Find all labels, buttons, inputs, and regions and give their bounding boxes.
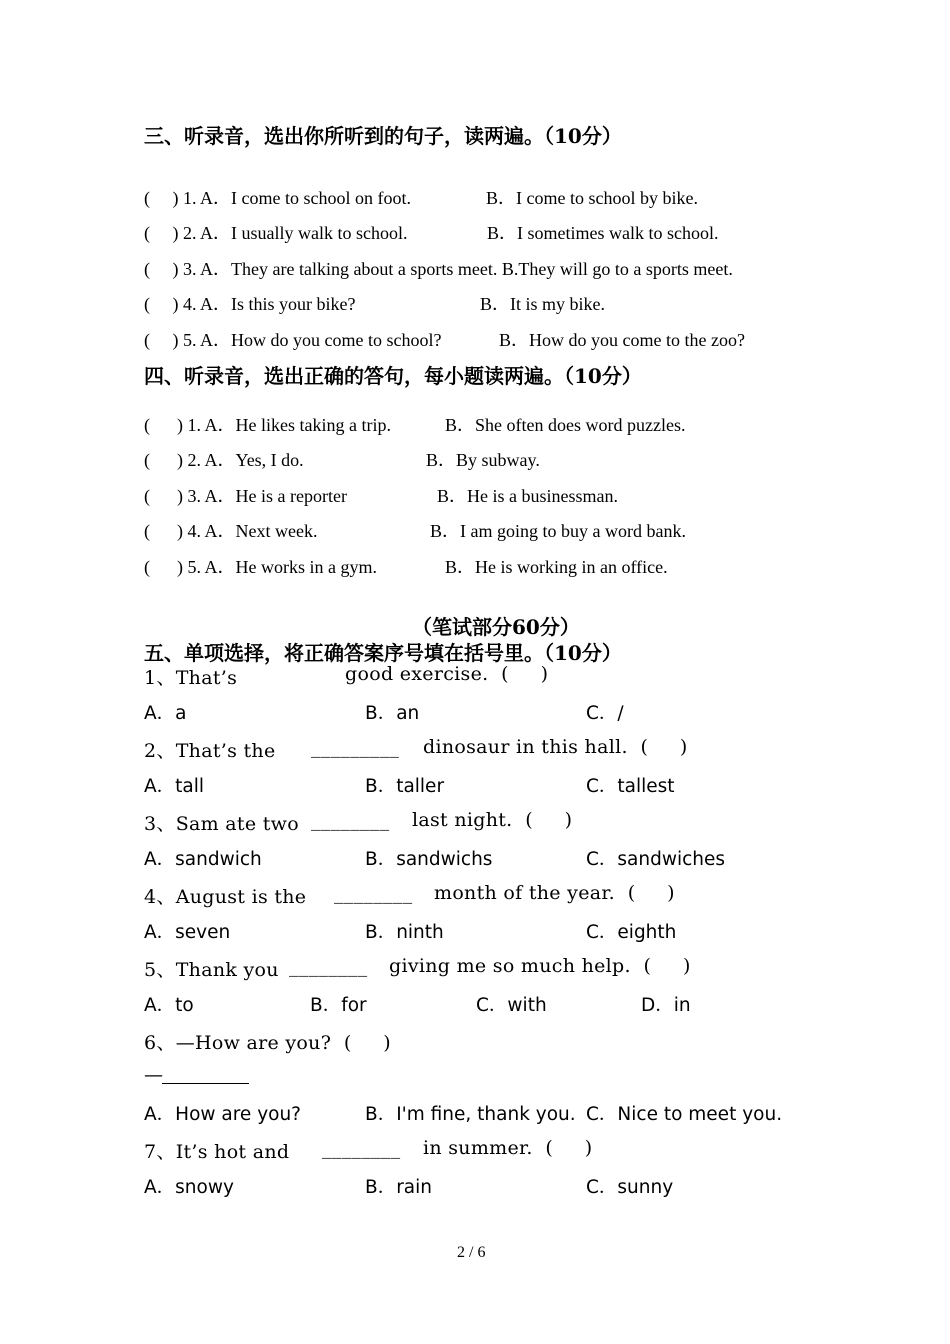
s3-item-1-b: B．I come to school by bike. (486, 188, 698, 208)
q1-stem-post: good exercise. ( ) (345, 663, 549, 685)
s3-item-1-a: ( ) 1. A．I come to school on foot. (144, 188, 411, 208)
q1-option-a: A．a (144, 703, 187, 724)
s3-item-2-a: ( ) 2. A．I usually walk to school. (144, 223, 408, 243)
s3-item-5-b: B．How do you come to the zoo? (499, 330, 745, 350)
q5-option-b: B．for (310, 995, 367, 1016)
q1-option-c: C．/ (586, 703, 624, 724)
q7-option-c: C．sunny (586, 1177, 674, 1198)
q6-answer-line (162, 1083, 249, 1084)
q1-option-b: B．an (365, 703, 420, 724)
q2-option-a: A．tall (144, 776, 205, 797)
s3-item-2-b: B．I sometimes walk to school. (487, 223, 719, 243)
s3-item-4-a: ( ) 4. A．Is this your bike? (144, 294, 356, 314)
s3-item-3: ( ) 3. A．They are talking about a sports meet. B.They will go to a sports meet. (144, 259, 733, 279)
q5-stem-post: giving me so much help. ( ) (389, 955, 691, 977)
q7-stem-post: in summer. ( ) (423, 1137, 593, 1159)
s4-item-5-a: ( ) 5. A．He works in a gym. (144, 557, 377, 577)
s4-item-4-b: B．I am going to buy a word bank. (430, 521, 686, 541)
q6-option-c: C．Nice to meet you. (586, 1104, 783, 1125)
s3-item-5-a: ( ) 5. A．How do you come to school? (144, 330, 442, 350)
q2-blank: _________ (311, 736, 400, 758)
q3-option-c: C．sandwiches (586, 849, 726, 870)
q4-stem-post: month of the year. ( ) (434, 882, 675, 904)
s4-item-2-b: B．By subway. (426, 450, 540, 470)
section4-title: 四、听录音，选出正确的答句，每小题读两遍。（10分） (144, 364, 642, 388)
q7-option-b: B．rain (365, 1177, 432, 1198)
q5-option-a: A．to (144, 995, 194, 1016)
q7-blank: ________ (322, 1137, 401, 1159)
s4-item-1-b: B．She often does word puzzles. (445, 415, 686, 435)
q4-option-c: C．eighth (586, 922, 677, 943)
q4-option-b: B．ninth (365, 922, 444, 943)
q5-option-d: D．in (641, 995, 691, 1016)
q3-stem-post: last night. ( ) (412, 809, 573, 831)
q5-blank: ________ (289, 955, 368, 977)
q1-stem-pre: 1、That’s (144, 667, 238, 689)
q2-stem-post: dinosaur in this hall. ( ) (423, 736, 688, 758)
q3-option-a: A．sandwich (144, 849, 262, 870)
q6-option-b: B．I'm fine, thank you. (365, 1104, 576, 1125)
q4-blank: ________ (334, 882, 413, 904)
q4-stem-pre: 4、August is the (144, 886, 307, 908)
s4-item-1-a: ( ) 1. A．He likes taking a trip. (144, 415, 391, 435)
q7-option-a: A．snowy (144, 1177, 234, 1198)
q2-option-b: B．taller (365, 776, 445, 797)
q4-option-a: A．seven (144, 922, 231, 943)
q5-option-c: C．with (476, 995, 547, 1016)
q7-stem-pre: 7、It’s hot and (144, 1141, 290, 1163)
q3-blank: ________ (311, 809, 390, 831)
q2-stem-pre: 2、That’s the (144, 740, 276, 762)
q6-stem: 6、—How are you? ( ) (144, 1032, 391, 1054)
q6-option-a: A．How are you? (144, 1104, 302, 1125)
section3-title: 三、听录音，选出你所听到的句子，读两遍。（10分） (144, 124, 622, 148)
q2-option-c: C．tallest (586, 776, 675, 797)
q5-stem-pre: 5、Thank you (144, 959, 279, 981)
s4-item-5-b: B．He is working in an office. (445, 557, 668, 577)
page-number: 2 / 6 (457, 1244, 486, 1261)
s4-item-3-a: ( ) 3. A．He is a reporter (144, 486, 347, 506)
s4-item-2-a: ( ) 2. A．Yes, I do. (144, 450, 304, 470)
q3-option-b: B．sandwichs (365, 849, 493, 870)
s4-item-4-a: ( ) 4. A．Next week. (144, 521, 318, 541)
q6-answer-dash: — (144, 1064, 164, 1086)
s4-item-3-b: B．He is a businessman. (437, 486, 618, 506)
section5-title: 五、单项选择，将正确答案序号填在括号里。（10分） (144, 641, 622, 665)
written-part-title: （笔试部分60分） (412, 615, 580, 639)
q3-stem-pre: 3、Sam ate two (144, 813, 299, 835)
s3-item-4-b: B．It is my bike. (480, 294, 605, 314)
